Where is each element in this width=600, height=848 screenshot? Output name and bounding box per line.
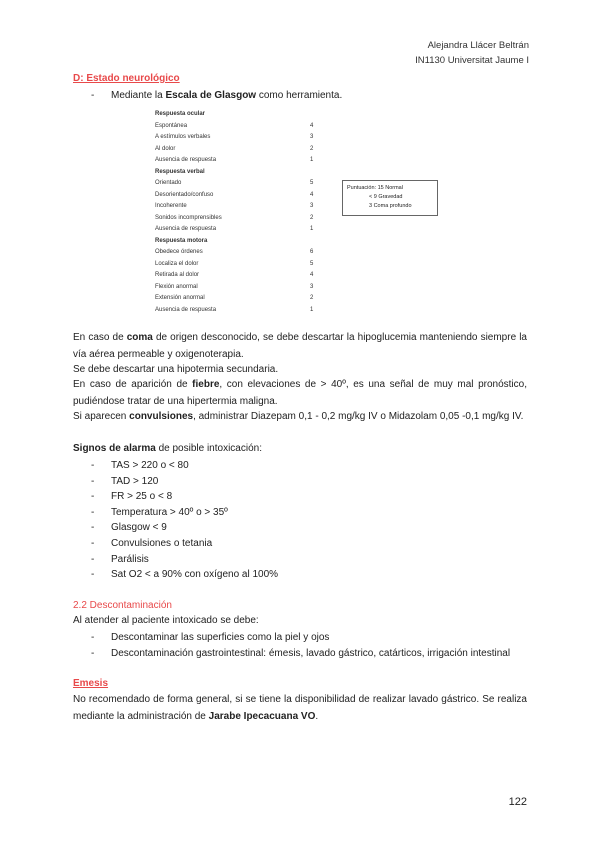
glasgow-score: 2: [310, 214, 314, 221]
glasgow-row: [155, 270, 320, 282]
descontaminacion-list: [91, 630, 510, 661]
score-box-line: < 9 Gravedad: [369, 194, 403, 200]
glasgow-score: 1: [310, 157, 314, 163]
glasgow-score: 3: [310, 283, 314, 290]
glasgow-label: Desorientado/confuso: [155, 191, 214, 198]
descontaminacion-intro: Al atender al paciente intoxicado se debe:: [73, 615, 259, 626]
list-dash: -: [91, 460, 95, 471]
glasgow-row: [155, 224, 320, 236]
glasgow-row: [155, 155, 320, 167]
glasgow-row: [155, 282, 320, 294]
emesis-title: Emesis: [73, 678, 109, 689]
page-header: [415, 38, 529, 68]
glasgow-row: [155, 190, 320, 202]
glasgow-score: 3: [310, 203, 314, 209]
list-item: [91, 489, 278, 505]
glasgow-row: [155, 144, 320, 156]
glasgow-label: Retirada al dolor: [155, 272, 200, 278]
score-box-line: 3 Coma profundo: [369, 203, 412, 209]
list-item: [91, 630, 510, 646]
alarma-heading: Signos de alarma de posible intoxicación:: [73, 443, 262, 454]
list-item: [91, 646, 510, 662]
glasgow-label: Ausencia de respuesta: [155, 157, 217, 163]
list-dash: -: [91, 553, 95, 565]
glasgow-label: A estímulos verbales: [155, 134, 211, 140]
list-item-text: Temperatura > 40º o > 35º: [111, 506, 228, 518]
glasgow-label: Sonidos incomprensibles: [155, 214, 222, 221]
glasgow-score: 4: [310, 191, 314, 198]
list-item: [91, 567, 278, 583]
glasgow-row: [155, 178, 320, 190]
glasgow-score: [310, 167, 320, 179]
section-d-title: D: Estado neurológico: [73, 73, 180, 84]
list-dash: -: [91, 647, 95, 659]
list-item: [91, 536, 278, 552]
alarma-list: [91, 458, 278, 583]
page-number: 122: [508, 796, 527, 808]
list-item: [91, 552, 278, 568]
glasgow-row: [155, 247, 320, 259]
glasgow-row: [155, 167, 320, 179]
glasgow-label: Extensión anormal: [155, 295, 205, 301]
glasgow-score: 5: [310, 260, 314, 267]
descontaminacion-title: 2.2 Descontaminación: [73, 600, 172, 611]
glasgow-score: [310, 109, 320, 121]
glasgow-score: 1: [310, 306, 314, 313]
glasgow-row: [155, 109, 320, 121]
list-dash: -: [91, 475, 95, 487]
glasgow-score: 5: [310, 180, 314, 186]
glasgow-scale-table: [155, 109, 320, 316]
list-dash: -: [91, 506, 95, 518]
glasgow-label: Obedece órdenes: [155, 249, 203, 255]
glasgow-score: [310, 236, 320, 248]
list-item-text: FR > 25 o < 8: [111, 491, 173, 503]
glasgow-score: 3: [310, 134, 314, 140]
score-box-line: Puntuación: 15 Normal: [347, 185, 403, 191]
glasgow-intro: - Mediante la Escala de Glasgow como herramienta.: [91, 90, 343, 101]
glasgow-label: Ausencia de respuesta: [155, 306, 217, 313]
glasgow-row: [155, 259, 320, 271]
list-dash: -: [91, 632, 95, 643]
coma-paragraph: En caso de coma de origen desconocido, se debe descartar la hipoglucemia manteniendo siempre la vía aérea permeable y oxigenoterapia.: [73, 332, 527, 360]
glasgow-label: Al dolor: [155, 145, 176, 152]
glasgow-label: Incoherente: [155, 203, 187, 209]
glasgow-score: 2: [310, 145, 314, 152]
glasgow-row: [155, 236, 320, 248]
header-course: IN1130 Universitat Jaume I: [415, 55, 529, 66]
list-item-text: Descontaminar las superficies como la piel y ojos: [111, 632, 330, 643]
glasgow-score-box: [342, 180, 438, 216]
glasgow-score: 1: [310, 226, 314, 232]
glasgow-category: Respuesta verbal: [155, 168, 205, 175]
list-dash: -: [91, 491, 95, 503]
hipotermia-paragraph: Se debe descartar una hipotermia secundaria.: [73, 364, 279, 375]
list-dash: -: [91, 522, 95, 534]
emesis-paragraph: No recomendado de forma general, si se tiene la disponibilidad de realizar lavado gástrico. Se realiza mediante la administración de Jarabe Ipecacuana VO.: [73, 694, 527, 722]
list-dash: -: [91, 569, 95, 581]
header-author: Alejandra Llácer Beltrán: [427, 40, 529, 51]
glasgow-label: Localiza el dolor: [155, 260, 199, 267]
list-item-text: TAD > 120: [111, 475, 159, 487]
list-item: [91, 520, 278, 536]
glasgow-row: [155, 293, 320, 305]
glasgow-row: [155, 305, 320, 317]
list-item: [91, 474, 278, 490]
list-item-text: Sat O2 < a 90% con oxígeno al 100%: [111, 569, 279, 581]
list-dash: -: [91, 537, 95, 549]
glasgow-category: Respuesta motora: [155, 237, 208, 244]
list-dash: -: [91, 90, 95, 101]
list-item: [91, 458, 278, 474]
glasgow-score: 2: [310, 295, 314, 301]
list-item-text: Convulsiones o tetania: [111, 537, 213, 549]
glasgow-category: Respuesta ocular: [155, 111, 206, 117]
list-item-text: TAS > 220 o < 80: [111, 460, 189, 471]
fiebre-paragraph: En caso de aparición de fiebre, con elevaciones de > 40º, es una señal de muy mal pronóstico, pudiéndose tratar de una hipertermia maligna.: [73, 379, 527, 407]
glasgow-label: Ausencia de respuesta: [155, 226, 217, 232]
list-item-text: Parálisis: [111, 553, 149, 565]
glasgow-row: [155, 201, 320, 213]
glasgow-row: [155, 121, 320, 133]
glasgow-label: Espontánea: [155, 122, 188, 129]
glasgow-row: [155, 132, 320, 144]
list-item-text: Descontaminación gastrointestinal: émesis, lavado gástrico, catárticos, irrigación intestinal: [111, 647, 511, 659]
glasgow-label: Flexión anormal: [155, 283, 198, 290]
glasgow-score: 6: [310, 249, 314, 255]
glasgow-row: [155, 213, 320, 225]
glasgow-score: 4: [310, 122, 314, 129]
glasgow-label: Orientado: [155, 180, 182, 186]
glasgow-score: 4: [310, 272, 314, 278]
convulsiones-paragraph: Si aparecen convulsiones, administrar Diazepam 0,1 - 0,2 mg/kg IV o Midazolam 0,05 -0,1 mg/kg IV.: [73, 411, 524, 422]
list-item: [91, 505, 278, 521]
list-item-text: Glasgow < 9: [111, 522, 167, 534]
